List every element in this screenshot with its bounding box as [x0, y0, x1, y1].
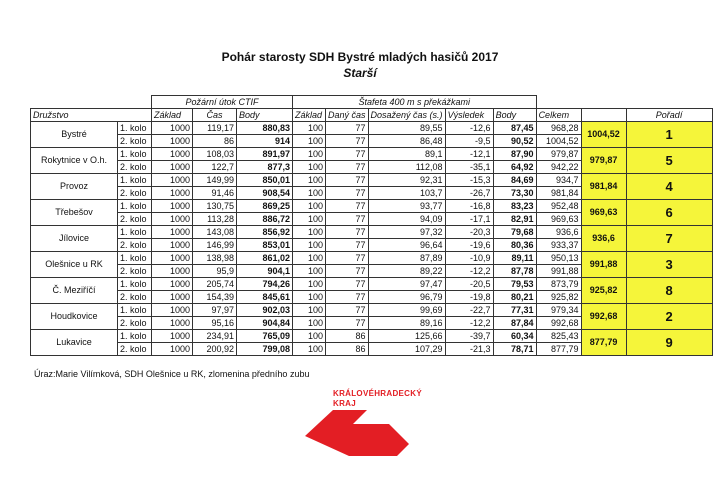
cell-a-cas: 143,08 [193, 226, 237, 239]
cell-celkem: 933,37 [536, 239, 581, 252]
round-label: 2. kolo [118, 161, 152, 174]
team-name: Olešnice u RK [31, 252, 118, 278]
cell-a-body: 869,25 [237, 200, 293, 213]
cell-a-body: 902,03 [237, 304, 293, 317]
team-rank: 9 [626, 330, 712, 356]
header-relay-vysledek: Výsledek [445, 109, 493, 122]
cell-a-zaklad: 1000 [152, 135, 193, 148]
cell-r-body: 87,84 [493, 317, 536, 330]
team-total: 1004,52 [581, 122, 626, 148]
results-table [30, 95, 713, 356]
cell-r-vysledek: -35,1 [445, 161, 493, 174]
cell-r-zaklad: 100 [293, 148, 326, 161]
table-row [31, 252, 713, 265]
cell-r-vysledek: -39,7 [445, 330, 493, 343]
header-relay-body: Body [493, 109, 536, 122]
header-row-columns [31, 109, 713, 122]
cell-r-dosazeny: 97,47 [368, 278, 445, 291]
cell-a-cas: 234,91 [193, 330, 237, 343]
round-label: 1. kolo [118, 252, 152, 265]
cell-celkem: 1004,52 [536, 135, 581, 148]
team-total: 969,63 [581, 200, 626, 226]
cell-a-cas: 95,9 [193, 265, 237, 278]
cell-r-dosazeny: 107,29 [368, 343, 445, 356]
cell-r-body: 87,78 [493, 265, 536, 278]
cell-a-zaklad: 1000 [152, 330, 193, 343]
cell-r-body: 87,45 [493, 122, 536, 135]
cell-r-vysledek: -12,2 [445, 317, 493, 330]
round-label: 2. kolo [118, 187, 152, 200]
team-total: 981,84 [581, 174, 626, 200]
cell-r-dosazeny: 87,89 [368, 252, 445, 265]
cell-a-zaklad: 1000 [152, 174, 193, 187]
cell-r-dosazeny: 96,79 [368, 291, 445, 304]
round-label: 2. kolo [118, 291, 152, 304]
cell-r-body: 87,90 [493, 148, 536, 161]
cell-a-cas: 91,46 [193, 187, 237, 200]
cell-r-zaklad: 100 [293, 174, 326, 187]
cell-a-cas: 86 [193, 135, 237, 148]
cell-a-body: 853,01 [237, 239, 293, 252]
cell-r-vysledek: -20,5 [445, 278, 493, 291]
cell-celkem: 942,22 [536, 161, 581, 174]
cell-r-vysledek: -19,6 [445, 239, 493, 252]
round-label: 1. kolo [118, 330, 152, 343]
page-title: Pohár starosty SDH Bystré mladých hasičů 2017 [221, 50, 499, 64]
cell-r-dosazeny: 93,77 [368, 200, 445, 213]
cell-a-body: 914 [237, 135, 293, 148]
cell-r-body: 73,30 [493, 187, 536, 200]
cell-r-vysledek: -26,7 [445, 187, 493, 200]
cell-r-dany: 77 [326, 200, 369, 213]
round-label: 2. kolo [118, 239, 152, 252]
cell-celkem: 991,88 [536, 265, 581, 278]
cell-r-zaklad: 100 [293, 187, 326, 200]
team-name: Provoz [31, 174, 118, 200]
round-label: 1. kolo [118, 226, 152, 239]
cell-celkem: 934,7 [536, 174, 581, 187]
header-attack-body: Body [237, 109, 293, 122]
cell-a-zaklad: 1000 [152, 343, 193, 356]
cell-celkem: 950,13 [536, 252, 581, 265]
cell-r-body: 77,31 [493, 304, 536, 317]
table-row [31, 226, 713, 239]
cell-r-vysledek: -12,1 [445, 148, 493, 161]
team-rank: 1 [626, 122, 712, 148]
logo-shape-icon [305, 406, 415, 458]
table-row [31, 278, 713, 291]
cell-r-zaklad: 100 [293, 343, 326, 356]
cell-r-dany: 86 [326, 343, 369, 356]
cell-a-body: 908,54 [237, 187, 293, 200]
cell-a-zaklad: 1000 [152, 291, 193, 304]
logo-line-2: KRAJ [333, 399, 356, 408]
round-label: 2. kolo [118, 265, 152, 278]
cell-r-body: 80,36 [493, 239, 536, 252]
team-total: 991,88 [581, 252, 626, 278]
cell-a-zaklad: 1000 [152, 278, 193, 291]
cell-r-dosazeny: 86,48 [368, 135, 445, 148]
cell-a-body: 794,26 [237, 278, 293, 291]
team-rank: 4 [626, 174, 712, 200]
cell-a-zaklad: 1000 [152, 200, 193, 213]
cell-a-body: 845,61 [237, 291, 293, 304]
cell-r-dosazeny: 89,22 [368, 265, 445, 278]
cell-celkem: 825,43 [536, 330, 581, 343]
cell-a-body: 877,3 [237, 161, 293, 174]
cell-r-vysledek: -19,8 [445, 291, 493, 304]
header-row-groups [31, 96, 713, 109]
cell-r-dany: 77 [326, 265, 369, 278]
cell-r-body: 83,23 [493, 200, 536, 213]
round-label: 1. kolo [118, 122, 152, 135]
cell-celkem: 873,79 [536, 278, 581, 291]
cell-r-vysledek: -10,9 [445, 252, 493, 265]
cell-a-cas: 146,99 [193, 239, 237, 252]
team-total: 925,82 [581, 278, 626, 304]
cell-a-body: 799,08 [237, 343, 293, 356]
kraj-logo [305, 388, 515, 458]
cell-r-dany: 77 [326, 161, 369, 174]
table-row [31, 304, 713, 317]
team-total: 936,6 [581, 226, 626, 252]
cell-r-dany: 86 [326, 330, 369, 343]
cell-celkem: 981,84 [536, 187, 581, 200]
round-label: 1. kolo [118, 278, 152, 291]
cell-r-body: 84,69 [493, 174, 536, 187]
team-total: 877,79 [581, 330, 626, 356]
cell-a-body: 856,92 [237, 226, 293, 239]
cell-celkem: 925,82 [536, 291, 581, 304]
cell-r-vysledek: -22,7 [445, 304, 493, 317]
cell-r-vysledek: -12,2 [445, 265, 493, 278]
cell-r-dany: 77 [326, 226, 369, 239]
cell-r-body: 79,53 [493, 278, 536, 291]
cell-r-zaklad: 100 [293, 122, 326, 135]
cell-celkem: 952,48 [536, 200, 581, 213]
table-row [31, 330, 713, 343]
team-name: Lukavice [31, 330, 118, 356]
cell-r-zaklad: 100 [293, 265, 326, 278]
cell-r-zaklad: 100 [293, 278, 326, 291]
cell-r-dosazeny: 89,16 [368, 317, 445, 330]
header-attack-zaklad: Základ [152, 109, 193, 122]
round-label: 1. kolo [118, 174, 152, 187]
cell-r-body: 79,68 [493, 226, 536, 239]
cell-a-cas: 108,03 [193, 148, 237, 161]
cell-a-cas: 138,98 [193, 252, 237, 265]
cell-r-zaklad: 100 [293, 226, 326, 239]
cell-r-dosazeny: 103,7 [368, 187, 445, 200]
team-name: Č. Meziříčí [31, 278, 118, 304]
cell-a-body: 904,84 [237, 317, 293, 330]
header-team: Družstvo [31, 109, 152, 122]
cell-r-zaklad: 100 [293, 304, 326, 317]
cell-r-dany: 77 [326, 148, 369, 161]
cell-r-zaklad: 100 [293, 330, 326, 343]
cell-r-vysledek: -9,5 [445, 135, 493, 148]
cell-r-zaklad: 100 [293, 200, 326, 213]
round-label: 1. kolo [118, 148, 152, 161]
round-label: 2. kolo [118, 135, 152, 148]
cell-a-zaklad: 1000 [152, 161, 193, 174]
cell-r-body: 60,34 [493, 330, 536, 343]
cell-r-dosazeny: 89,55 [368, 122, 445, 135]
cell-a-cas: 119,17 [193, 122, 237, 135]
team-name: Jílovice [31, 226, 118, 252]
cell-a-cas: 205,74 [193, 278, 237, 291]
header-relay-group: Štafeta 400 m s překážkami [293, 96, 537, 109]
cell-r-dany: 77 [326, 239, 369, 252]
cell-r-zaklad: 100 [293, 291, 326, 304]
cell-r-vysledek: -15,3 [445, 174, 493, 187]
team-rank: 3 [626, 252, 712, 278]
cell-r-vysledek: -21,3 [445, 343, 493, 356]
cell-a-zaklad: 1000 [152, 226, 193, 239]
cell-a-body: 861,02 [237, 252, 293, 265]
cell-r-zaklad: 100 [293, 239, 326, 252]
cell-celkem: 992,68 [536, 317, 581, 330]
cell-r-body: 64,92 [493, 161, 536, 174]
cell-r-dosazeny: 89,1 [368, 148, 445, 161]
team-rank: 6 [626, 200, 712, 226]
cell-r-vysledek: -16,8 [445, 200, 493, 213]
cell-a-zaklad: 1000 [152, 239, 193, 252]
team-total: 979,87 [581, 148, 626, 174]
cell-a-zaklad: 1000 [152, 252, 193, 265]
team-rank: 2 [626, 304, 712, 330]
cell-r-dosazeny: 97,32 [368, 226, 445, 239]
cell-a-cas: 113,28 [193, 213, 237, 226]
cell-r-dosazeny: 92,31 [368, 174, 445, 187]
table-row [31, 122, 713, 135]
cell-r-vysledek: -12,6 [445, 122, 493, 135]
cell-a-cas: 122,7 [193, 161, 237, 174]
round-label: 1. kolo [118, 304, 152, 317]
cell-r-dany: 77 [326, 278, 369, 291]
cell-a-body: 904,1 [237, 265, 293, 278]
cell-a-zaklad: 1000 [152, 265, 193, 278]
cell-celkem: 979,34 [536, 304, 581, 317]
results-table-body [31, 96, 713, 356]
header-total: Celkem [536, 109, 581, 122]
cell-r-dany: 77 [326, 252, 369, 265]
cell-r-body: 80,21 [493, 291, 536, 304]
cell-a-cas: 154,39 [193, 291, 237, 304]
page-subtitle: Starší [343, 66, 377, 80]
cell-a-zaklad: 1000 [152, 187, 193, 200]
round-label: 2. kolo [118, 343, 152, 356]
cell-r-body: 90,52 [493, 135, 536, 148]
cell-a-cas: 97,97 [193, 304, 237, 317]
cell-r-zaklad: 100 [293, 161, 326, 174]
header-relay-zaklad: Základ [293, 109, 326, 122]
cell-r-dosazeny: 96,64 [368, 239, 445, 252]
header-relay-dany: Daný čas [326, 109, 369, 122]
cell-r-dosazeny: 94,09 [368, 213, 445, 226]
cell-a-body: 765,09 [237, 330, 293, 343]
logo-line-1: KRÁLOVÉHRADECKÝ [333, 389, 422, 398]
team-rank: 7 [626, 226, 712, 252]
cell-a-zaklad: 1000 [152, 304, 193, 317]
cell-celkem: 969,63 [536, 213, 581, 226]
cell-a-cas: 130,75 [193, 200, 237, 213]
cell-r-dosazeny: 112,08 [368, 161, 445, 174]
team-name: Bystré [31, 122, 118, 148]
cell-a-body: 880,83 [237, 122, 293, 135]
injury-note: Úraz:Marie Vilímková, SDH Olešnice u RK, zlomenina předního zubu [34, 369, 310, 379]
cell-a-body: 850,01 [237, 174, 293, 187]
table-row [31, 174, 713, 187]
cell-r-body: 82,91 [493, 213, 536, 226]
cell-r-body: 78,71 [493, 343, 536, 356]
table-row [31, 148, 713, 161]
round-label: 2. kolo [118, 317, 152, 330]
cell-r-zaklad: 100 [293, 213, 326, 226]
cell-a-body: 886,72 [237, 213, 293, 226]
cell-r-dosazeny: 99,69 [368, 304, 445, 317]
cell-r-zaklad: 100 [293, 317, 326, 330]
cell-r-zaklad: 100 [293, 135, 326, 148]
team-name: Rokytnice v O.h. [31, 148, 118, 174]
header-relay-dosazeny: Dosažený čas (s.) [368, 109, 445, 122]
round-label: 2. kolo [118, 213, 152, 226]
header-attack-group: Požární útok CTIF [152, 96, 293, 109]
cell-a-body: 891,97 [237, 148, 293, 161]
cell-a-cas: 149,99 [193, 174, 237, 187]
cell-r-zaklad: 100 [293, 252, 326, 265]
cell-r-dany: 77 [326, 122, 369, 135]
team-rank: 5 [626, 148, 712, 174]
team-total: 992,68 [581, 304, 626, 330]
cell-r-dany: 77 [326, 304, 369, 317]
cell-r-dosazeny: 125,66 [368, 330, 445, 343]
team-name: Houdkovice [31, 304, 118, 330]
cell-r-dany: 77 [326, 213, 369, 226]
team-name: Třebešov [31, 200, 118, 226]
cell-celkem: 979,87 [536, 148, 581, 161]
cell-r-dany: 77 [326, 174, 369, 187]
cell-r-body: 89,11 [493, 252, 536, 265]
round-label: 1. kolo [118, 200, 152, 213]
cell-r-dany: 77 [326, 291, 369, 304]
cell-a-zaklad: 1000 [152, 213, 193, 226]
cell-r-dany: 77 [326, 317, 369, 330]
cell-a-cas: 200,92 [193, 343, 237, 356]
cell-r-dany: 77 [326, 135, 369, 148]
header-rank: Pořadí [626, 109, 712, 122]
cell-celkem: 936,6 [536, 226, 581, 239]
team-rank: 8 [626, 278, 712, 304]
cell-r-vysledek: -20,3 [445, 226, 493, 239]
cell-celkem: 877,79 [536, 343, 581, 356]
cell-r-vysledek: -17,1 [445, 213, 493, 226]
cell-a-zaklad: 1000 [152, 317, 193, 330]
cell-r-dany: 77 [326, 187, 369, 200]
cell-a-zaklad: 1000 [152, 122, 193, 135]
header-attack-cas: Čas [193, 109, 237, 122]
table-row [31, 200, 713, 213]
cell-a-cas: 95,16 [193, 317, 237, 330]
cell-a-zaklad: 1000 [152, 148, 193, 161]
cell-celkem: 968,28 [536, 122, 581, 135]
